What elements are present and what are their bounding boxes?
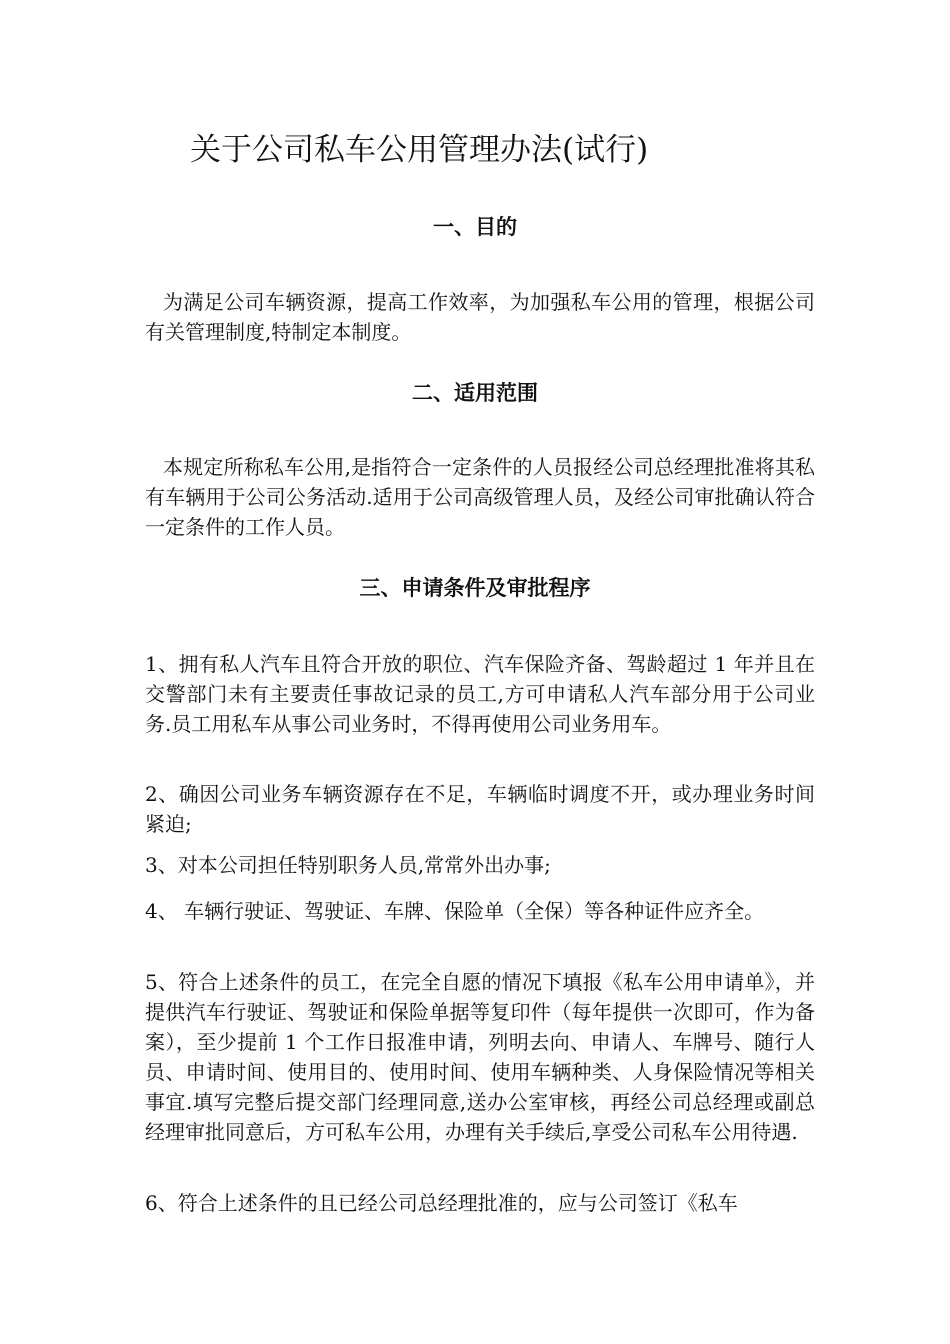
clause-6: 6、符合上述条件的且已经公司总经理批准的，应与公司签订《私车 [145, 1191, 738, 1215]
scope-paragraph: 本规定所称私车公用,是指符合一定条件的人员报经公司总经理批准将其私有车辆用于公司公务活动.适用于公司高级管理人员，及经公司审批确认符合一定条件的工作人员。 [145, 455, 815, 539]
section-heading-application: 三、申请条件及审批程序 [359, 576, 591, 600]
purpose-paragraph: 为满足公司车辆资源，提高工作效率，为加强私车公用的管理，根据公司有关管理制度,特制定本制度。 [145, 290, 815, 344]
clause-3: 3、对本公司担任特别职务人员,常常外出办事; [145, 853, 551, 877]
document-title: 关于公司私车公用管理办法(试行) [190, 132, 649, 168]
clause-5: 5、符合上述条件的员工，在完全自愿的情况下填报《私车公用申请单》，并提供汽车行驶证、驾驶证和保险单据等复印件（每年提供一次即可，作为备案），至少提前 1 个工作日报准申请，列明去向、申请人、车牌号、随行人员、申请时间、使用目的、使用时间、使用车辆种类、人身保险情况等相关事宜.填写完整后提交部门经理同意,送办公室审核，再经公司总经理或副总经理审批同意后，方可私车公用，办理有关手续后,享受公司私车公用待遇. [145, 970, 815, 1144]
section-heading-scope: 二、适用范围 [412, 381, 538, 405]
clause-4: 4、 车辆行驶证、驾驶证、车牌、保险单（全保）等各种证件应齐全。 [145, 899, 765, 923]
clause-1: 1、拥有私人汽车且符合开放的职位、汽车保险齐备、驾龄超过 1 年并且在交警部门未有主要责任事故记录的员工,方可申请私人汽车部分用于公司业务.员工用私车从事公司业务时，不得再使用公司业务用车。 [145, 652, 815, 736]
section-heading-purpose: 一、目的 [433, 215, 517, 239]
clause-2: 2、确因公司业务车辆资源存在不足，车辆临时调度不开，或办理业务时间紧迫; [145, 782, 815, 836]
